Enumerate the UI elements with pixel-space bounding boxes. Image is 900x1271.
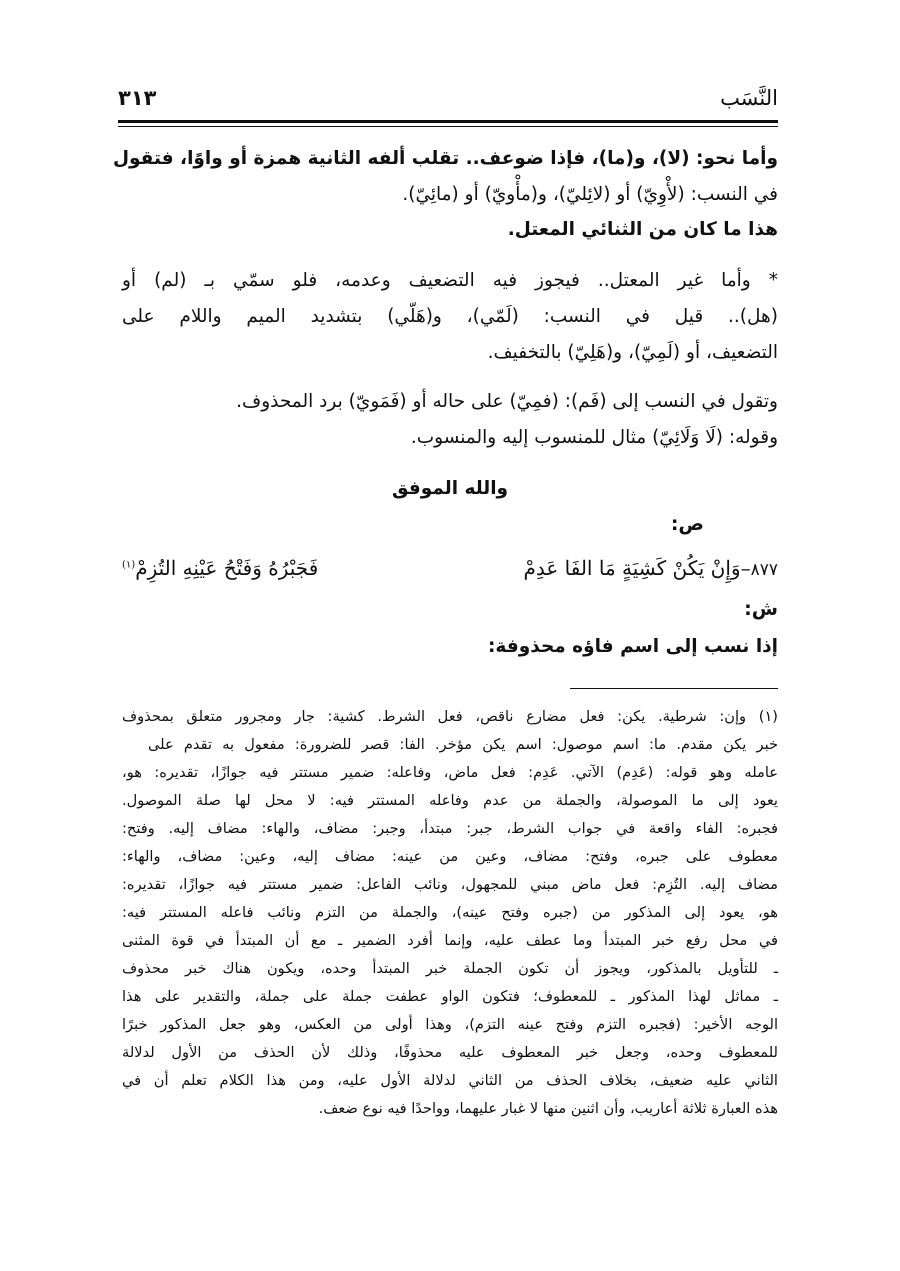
running-title: النَّسَب [720, 86, 778, 110]
footnote-line-5: فجبره: الفاء واقعة في جواب الشرط، جبر: مبتدأ، وجبر: مضاف، والهاء: مضاف إليه. وفتح: [122, 820, 778, 837]
page-header [118, 80, 778, 110]
footnote-line-14: الثاني عليه ضعيف، بخلاف الحذف من الثاني لدلالة الأول عليه، ومن هذا الكلام تعلم أن في [122, 1072, 778, 1089]
verse-second-hemistich: فَجَبْرُهُ وَفَتْحُ عَيْنِهِ التُزِمْ$^{(١)}$ [122, 556, 319, 580]
footnote-line-13: للمعطوف وحده، وجعل خبر المعطوف عليه محذوفًا، وذلك لأن الحذف من الأول لدلالة [122, 1044, 778, 1061]
shin-label: ش: [744, 598, 778, 620]
header-rule-thin [118, 126, 778, 127]
verse-number: ٨٧٧ [750, 560, 778, 580]
body-line-7: وتقول في النسب إلى (فَم): (فمِيّ) على حاله أو (فَمَويّ) برد المحذوف. [236, 391, 778, 412]
sad-label: ص: [670, 513, 704, 535]
footnote-line-10: ـ للتأويل بالمذكور، ويجوز أن تكون الجملة خبر المبتدأ وحده، ويكون هناك خبر محذوف [122, 960, 778, 977]
header-rule-thick [118, 120, 778, 123]
footnote-rule [570, 688, 778, 689]
body-line-8: وقوله: (لَا وَلَائِيّ) مثال للمنسوب إليه والمنسوب. [410, 427, 778, 448]
footnote-line-15: هذه العبارة ثلاثة أعاريب، وأن اثنين منها لا غبار عليهما، وواحدًا فيه نوع ضعف. [318, 1100, 778, 1117]
footnote-line-12: الوجه الأخير: (فجبره التزم وفتح عينه التزم)، وهذا أولى من العكس، وهو جعل المذكور خبرًا [122, 1016, 778, 1033]
body-line-6: التضعيف، أو (لَمِيّ)، و(هَلِيّ) بالتخفيف. [487, 342, 778, 363]
footnote-ref: (١) [122, 559, 136, 571]
footnote-line-9: في محل رفع خبر المبتدأ وما عطف عليه، وإنما أفرد الضمير ـ مع أن المبتدأ في قوة المثنى [122, 932, 778, 949]
footnote-line-4: يعود إلى ما الموصولة، والجملة من عدم وفاعله المستتر فيه: لا محل لها صلة الموصول. [122, 792, 778, 809]
closing-phrase: والله الموفق [391, 478, 509, 499]
verse-first-hemistich: ٨٧٧–وَإِنْ يَكُنْ كَشِيَةٍ مَا الفَا عَدِمْ [523, 556, 778, 580]
verse-line [122, 558, 778, 579]
footnote-line-7: مضاف إليه. التُزِم: فعل ماض مبني للمجهول، ونائب الفاعل: ضمير مستتر فيه جوازًا، تقديره: [122, 876, 778, 893]
body-line-4: * وأما غير المعتل.. فيجوز فيه التضعيف وعدمه، فلو سمّي بـ (لم) أو [122, 270, 778, 291]
footnote-line-11: ـ مماثل لهذا المذكور ـ للمعطوف؛ فتكون الواو عطفت جملة على جملة، والتقدير على هذا [122, 988, 778, 1005]
body-line-5: (هل).. قيل في النسب: (لَمّي)، و(هَلّي) بتشديد الميم واللام على [122, 306, 778, 327]
footnote-line-3: عامله وهو قوله: (عَدِم) الآتي. عَدِم: فعل ماض، وفاعله: ضمير مستتر فيه جوازًا، تقديره: هو، [122, 764, 778, 781]
body-line-1: وأما نحو: (لا)، و(ما)، فإذا ضوعف.. تقلب ألفه الثانية همزة أو واوًا، فتقول [112, 148, 778, 169]
page-number: ٣١٣ [118, 86, 157, 110]
footnote-line-6: معطوف على جبره، وفتح: مضاف، وعين من عينه: مضاف إليه، وعين: مضاف، والهاء: [122, 848, 778, 865]
footnote-line-8: هو، يعود إلى المذكور من (جبره وفتح عينه)، والجملة من التزم ونائب فاعله المستتر فيه: [122, 904, 778, 921]
body-line-2: في النسب: (لأْوِيّ) أو (لائِليّ)، و(مأْويّ) أو (مائِيّ). [402, 184, 778, 205]
footnote-line-1: (١) وإن: شرطية. يكن: فعل مضارع ناقص، فعل الشرط. كشية: جار ومجرور متعلق بمحذوف [122, 708, 778, 725]
footnote-line-2: خبر يكن مقدم. ما: اسم موصول: اسم يكن مؤخر. الفا: قصر للضرورة: مفعول به تقدم على [148, 736, 778, 753]
body-line-3: هذا ما كان من الثنائي المعتل. [507, 219, 778, 240]
section-heading: إذا نسب إلى اسم فاؤه محذوفة: [488, 636, 778, 657]
